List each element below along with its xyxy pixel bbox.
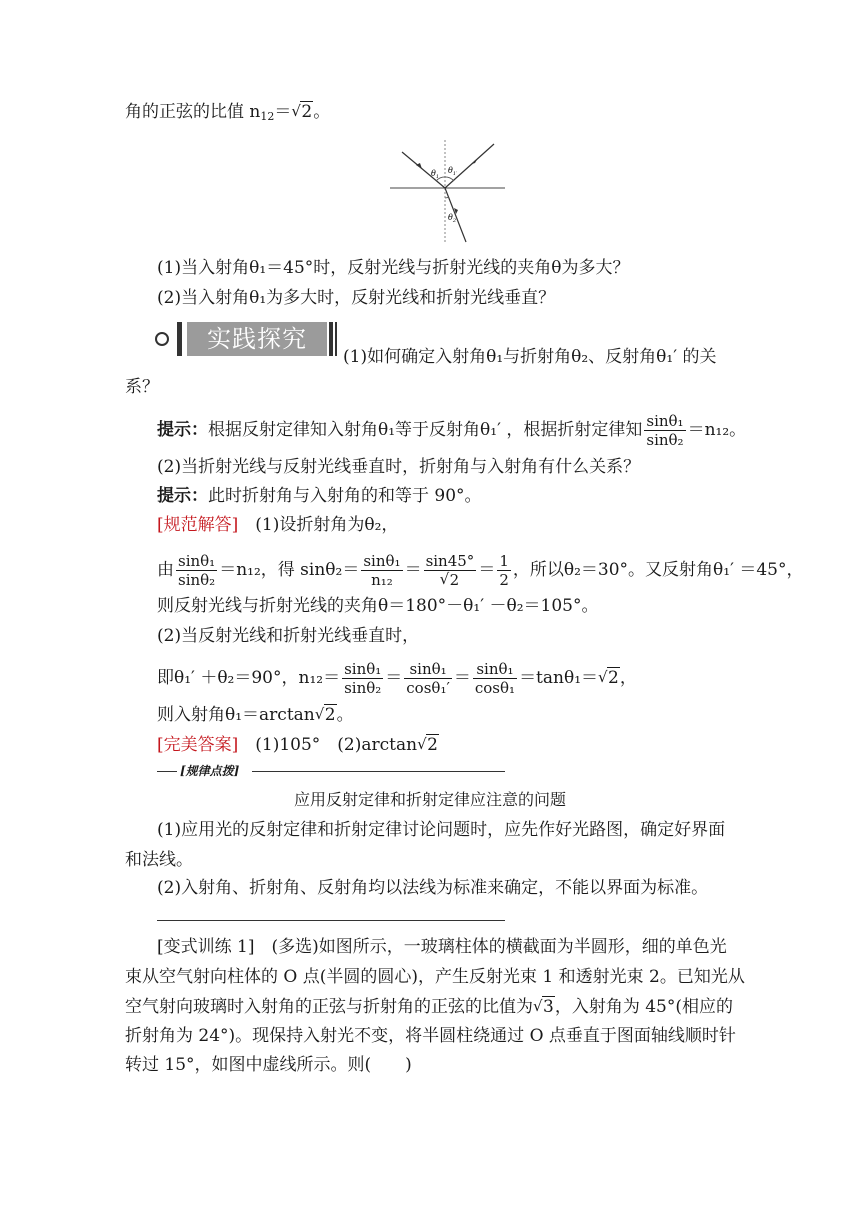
explore-2: (2)当折射光线与反射光线垂直时，折射角与入射角有什么关系？ [157,457,641,477]
solution-3: 则反射光线与折射光线的夹角θ＝180°－θ₁′ －θ₂＝105°。 [157,596,599,616]
solution-4: (2)当反射光线和折射光线垂直时， [157,626,420,646]
reflected-arrow-icon [472,158,478,164]
tips-title: 应用反射定律和折射定律应注意的问题 [293,790,566,809]
solution-2: 由 $\frac{\text{sinθ₁}}{\text{sinθ₂}}$ ＝n₁₂，得 sinθ₂＝ $\frac{\text{sinθ₁}}{\text{n₁₂}}$ ＝ sin45° √ 2 ＝ $\frac{1}{2}$ ，所以θ₂＝30°。又反射角θ₁′ ＝45°， [157,552,804,589]
tip-1a: (1)应用光的反射定律和折射定律讨论问题时，应先作好光路图，确定好界面 [157,820,726,840]
fraction: $\frac{\text{sinθ₁}}{\text{sinθ₂}}$ [178,552,216,589]
fraction: $\frac{\text{sinθ₁}}{\text{sinθ₂}}$ [344,660,382,697]
tips-label: [规律点拨] [180,764,240,778]
sqrt-3: √ 3 [533,995,555,1019]
tag-bar [335,322,337,356]
exercise-2: 束从空气射向柱体的 O 点(半圆的圆心)，产生反射光束 1 和透射光束 2。已知光从 [125,967,745,987]
explore-1b: 系？ [125,377,159,397]
hint-1: 提示：根据反射定律知入射角θ₁等于反射角θ₁′ ，根据折射定律知 $\frac{\text{sinθ₁}}{\text{sinθ₂}}$ ＝n₁₂。 [157,412,747,449]
sqrt-2: √ 2 [417,733,439,757]
practice-tag [155,320,335,360]
fraction: $\frac{\text{sinθ₁}}{\text{n₁₂}}$ [363,552,401,589]
fraction: $\frac{\text{sinθ₁}}{\text{cosθ₁′}}$ [406,660,450,697]
intro-line: 角的正弦的比值 $n_{12}=√$ 2。 [125,100,330,124]
question-1: (1)当入射角θ₁＝45°时，反射光线与折射光线的夹角θ为多大？ [157,258,630,278]
incident-ray [402,152,445,188]
circle-icon [155,332,169,346]
solution-1: [规范解答] (1)设折射角为θ₂， [157,515,399,535]
exercise-1: [变式训练 1] (多选)如图所示，一玻璃柱体的横截面为半圆形，细的单色光 [157,937,727,957]
sqrt-2: √ 2 [315,703,337,727]
theta1p-label: $\theta_{1'}$ [448,166,458,177]
exercise-4: 折射角为 24°)。现保持入射光不变，将半圆柱绕通过 O 点垂直于图面轴线顺时针 [125,1026,736,1046]
fraction: $\frac{\text{sinθ₁}}{\text{sinθ₂}}$ [646,412,684,449]
exercise-5: 转过 15°，如图中虚线所示。则( ) [125,1055,412,1075]
fraction: sin45° √ 2 [424,552,477,589]
theta2-label: $\theta_2$ [448,213,457,224]
tips-rule-left [157,771,177,772]
reflection-refraction-figure [390,138,510,246]
sqrt-2: √ 2 [440,571,461,589]
solution-6: 则入射角θ₁＝arctan√ 2。 [157,703,354,727]
sqrt-2: √ 2 [598,666,620,690]
question-2: (2)当入射角θ₁为多大时，反射光线和折射光线垂直？ [157,288,556,308]
tag-bar [329,322,333,356]
section-divider [157,920,505,921]
theta1-label: $\theta_1$ [431,169,440,180]
fraction: $\frac{1}{2}$ [499,552,509,589]
fraction: $\frac{\text{sinθ₁}}{\text{cosθ₁}}$ [474,660,516,697]
answer: [完美答案] (1)105° (2)arctan√ 2 [157,733,439,757]
sqrt-2: √ 2 [291,100,313,124]
solution-5: 即θ₁′ ＋θ₂＝90°，n₁₂＝ $\frac{\text{sinθ₁}}{\text{sinθ₂}}$ ＝ $\frac{\text{sinθ₁}}{\text{cosθ₁′}}$ ＝ $\frac{\text{sinθ₁}}{\text{cosθ₁}}$ ＝tanθ₁＝√ 2， [157,660,637,697]
tips-rule-right [252,771,505,772]
tag-bar [177,322,182,356]
tag-label: 实践探究 [187,322,327,356]
explore-1a: (1)如何确定入射角θ₁与折射角θ₂、反射角θ₁′ 的关 [343,347,717,367]
tip-2: (2)入射角、折射角、反射角均以法线为标准来确定，不能以界面为标准。 [157,878,709,898]
exercise-3: 空气射向玻璃时入射角的正弦与折射角的正弦的比值为√ 3，入射角为 45°(相应的 [125,995,733,1019]
tip-1b: 和法线。 [125,850,193,870]
hint-2: 提示：此时折射角与入射角的和等于 90°。 [157,486,482,506]
